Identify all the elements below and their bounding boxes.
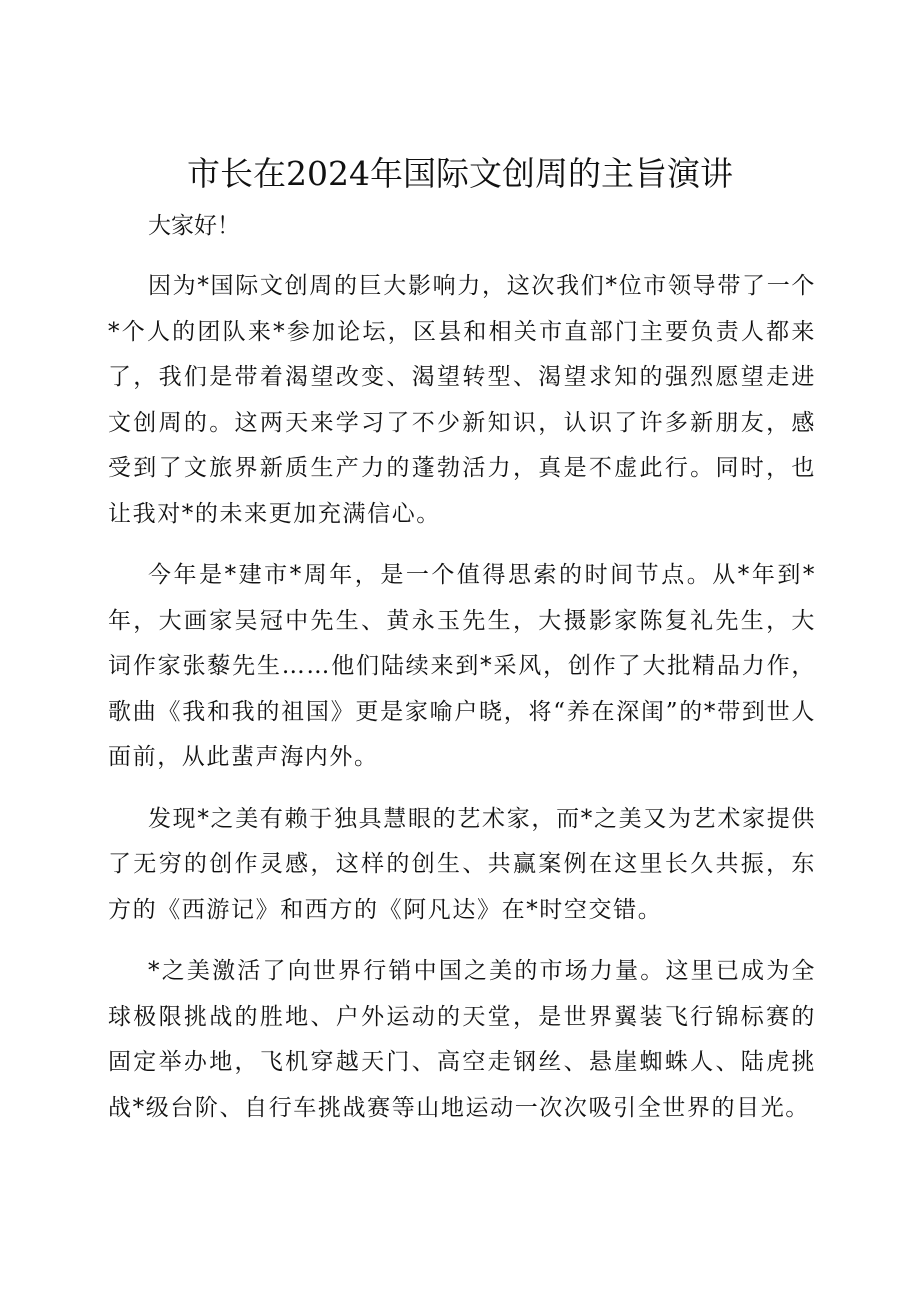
paragraph: 发现*之美有赖于独具慧眼的艺术家，而*之美又为艺术家提供了无穷的创作灵感，这样的创生、共赢案例在这里长久共振，东方的《西游记》和西方的《阿凡达》在*时空交错。 (108, 805, 816, 923)
paragraph: 因为*国际文创周的巨大影响力，这次我们*位市领导带了一个*个人的团队来*参加论坛，区县和相关市直部门主要负责人都来了，我们是带着渴望改变、渴望转型、渴望求知的强烈愿望走进文创周的。这两天来学习了不少新知识，认识了许多新朋友，感受到了文旅界新质生产力的蓬勃活力，真是不虚此行。同时，也让我对*的未来更加充满信心。 (108, 273, 816, 527)
document-body (108, 204, 816, 1147)
document-title: 市长在2024年国际文创周的主旨演讲 (187, 154, 733, 193)
paragraph: *之美激活了向世界行销中国之美的市场力量。这里已成为全球极限挑战的胜地、户外运动的天堂，是世界翼装飞行锦标赛的固定举办地，飞机穿越天门、高空走钢丝、悬崖蜘蛛人、陆虎挑战*级台阶、自行车挑战赛等山地运动一次次吸引全世界的目光。 (108, 958, 816, 1121)
greeting-line: 大家好！ (148, 213, 240, 239)
paragraph: 今年是*建市*周年，是一个值得思索的时间节点。从*年到*年，大画家吴冠中先生、黄永玉先生，大摄影家陈复礼先生，大词作家张藜先生……他们陆续来到*采风，创作了大批精品力作，歌曲《我和我的祖国》更是家喻户晓，将“养在深闺”的*带到世人面前，从此蜚声海内外。 (108, 562, 816, 770)
